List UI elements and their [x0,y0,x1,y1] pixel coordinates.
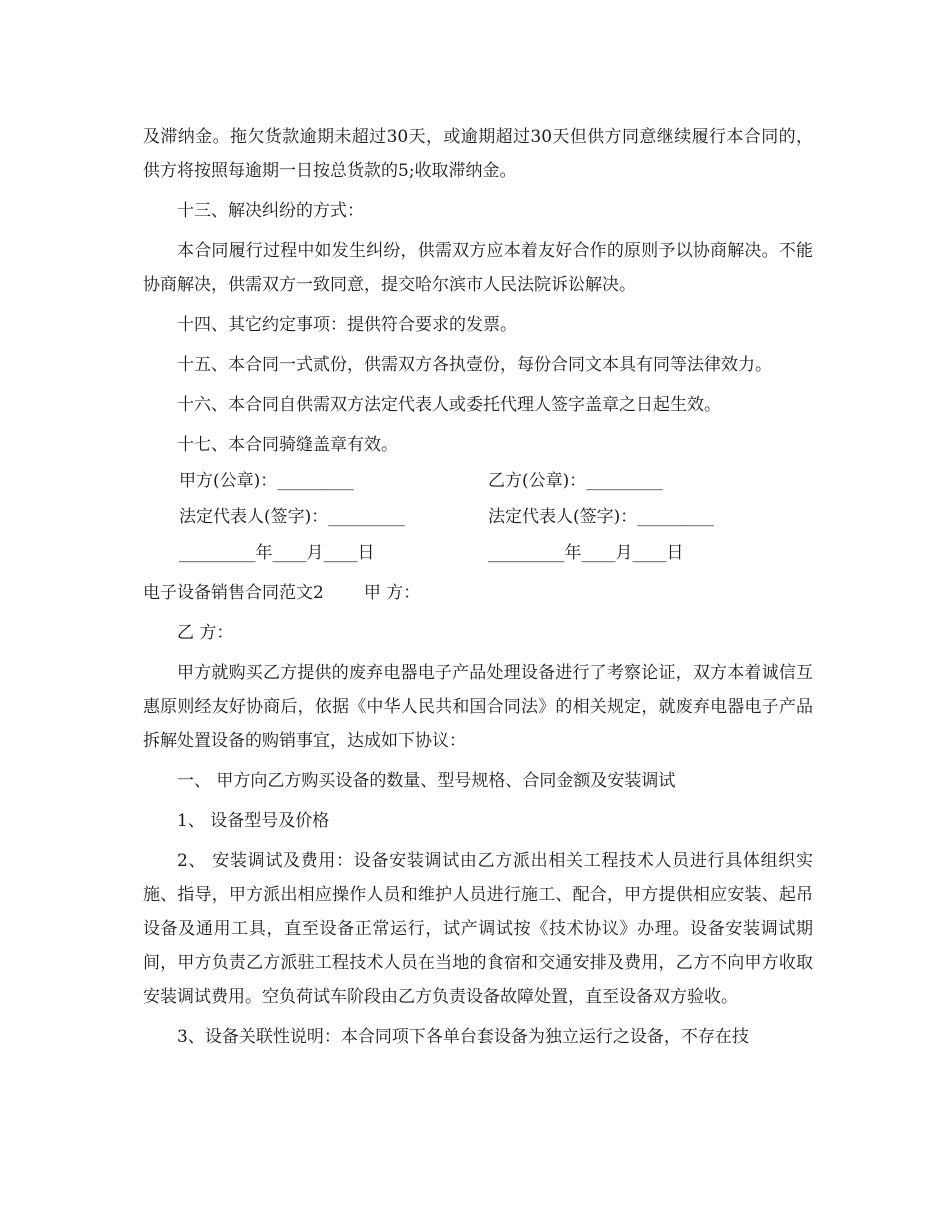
section2-item-1-3: 3、设备关联性说明：本合同项下各单台套设备为独立运行之设备，不存在技 [177,1027,749,1047]
section2-preamble: 甲方就购买乙方提供的废弃电器电子产品处理设备进行了考察论证，双方本着诚信互惠原则经友好协商后，依据《中华人民共和国合同法》的相关规定，就废弃电器电子产品拆解处置设备的购销事宜，达成如下协议： [143,663,813,751]
party-b-representative-line: 法定代表人(签字)：_________ [488,507,714,527]
section2-title: 电子设备销售合同范文2 [143,583,324,603]
party-a-date-line: _________年____月____日 [179,543,375,563]
clause-13-heading: 十三、解决纠纷的方式： [177,201,364,221]
clause-17: 十七、本合同骑缝盖章有效。 [177,435,398,455]
clause-13-body: 本合同履行过程中如发生纠纷，供需双方应本着友好合作的原则予以协商解决。不能协商解决，供需双方一致同意，提交哈尔滨市人民法院诉讼解决。 [143,241,813,295]
paragraph-late-fee: 及滞纳金。拖欠货款逾期未超过30天，或逾期超过30天但供方同意继续履行本合同的，供方将按照每逾期一日按总货款的5;收取滞纳金。 [143,127,813,181]
section2-heading-line [143,576,813,610]
section2-item-1-1: 1、 设备型号及价格 [177,811,330,831]
section2-party-b: 乙 方： [177,623,234,643]
party-b-date-line: _________年____月____日 [488,543,684,563]
section2-item-1: 一、 甲方向乙方购买设备的数量、型号规格、合同金额及安装调试 [177,771,676,791]
party-a-representative-line: 法定代表人(签字)：_________ [179,507,405,527]
clause-14: 十四、其它约定事项：提供符合要求的发票。 [177,315,517,335]
section2-party-a: 甲 方： [363,583,421,603]
clause-16: 十六、本合同自供需双方法定代表人或委托代理人签字盖章之日起生效。 [177,395,721,415]
clause-15: 十五、本合同一式贰份，供需双方各执壹份，每份合同文本具有同等法律效力。 [177,355,772,375]
signature-date-row [143,536,813,570]
signature-seal-row [143,464,813,498]
section2-item-1-2: 2、 安装调试及费用：设备安装调试由乙方派出相关工程技术人员进行具体组织实施、指导，甲方派出相应操作人员和维护人员进行施工、配合，甲方提供相应安装、起吊设备及通用工具，直至设备正常运行，试产调试按《技术协议》办理。设备安装调试期间，甲方负责乙方派驻工程技术人员在当地的食宿和交通安排及费用，乙方不向甲方收取安装调试费用。空负荷试车阶段由乙方负责设备故障处置，直至设备双方验收。 [143,851,813,1007]
party-a-seal-line: 甲方(公章)：_________ [179,471,354,491]
signature-rep-row [143,500,813,534]
party-b-seal-line: 乙方(公章)：_________ [488,471,663,491]
document-body [143,120,813,1054]
